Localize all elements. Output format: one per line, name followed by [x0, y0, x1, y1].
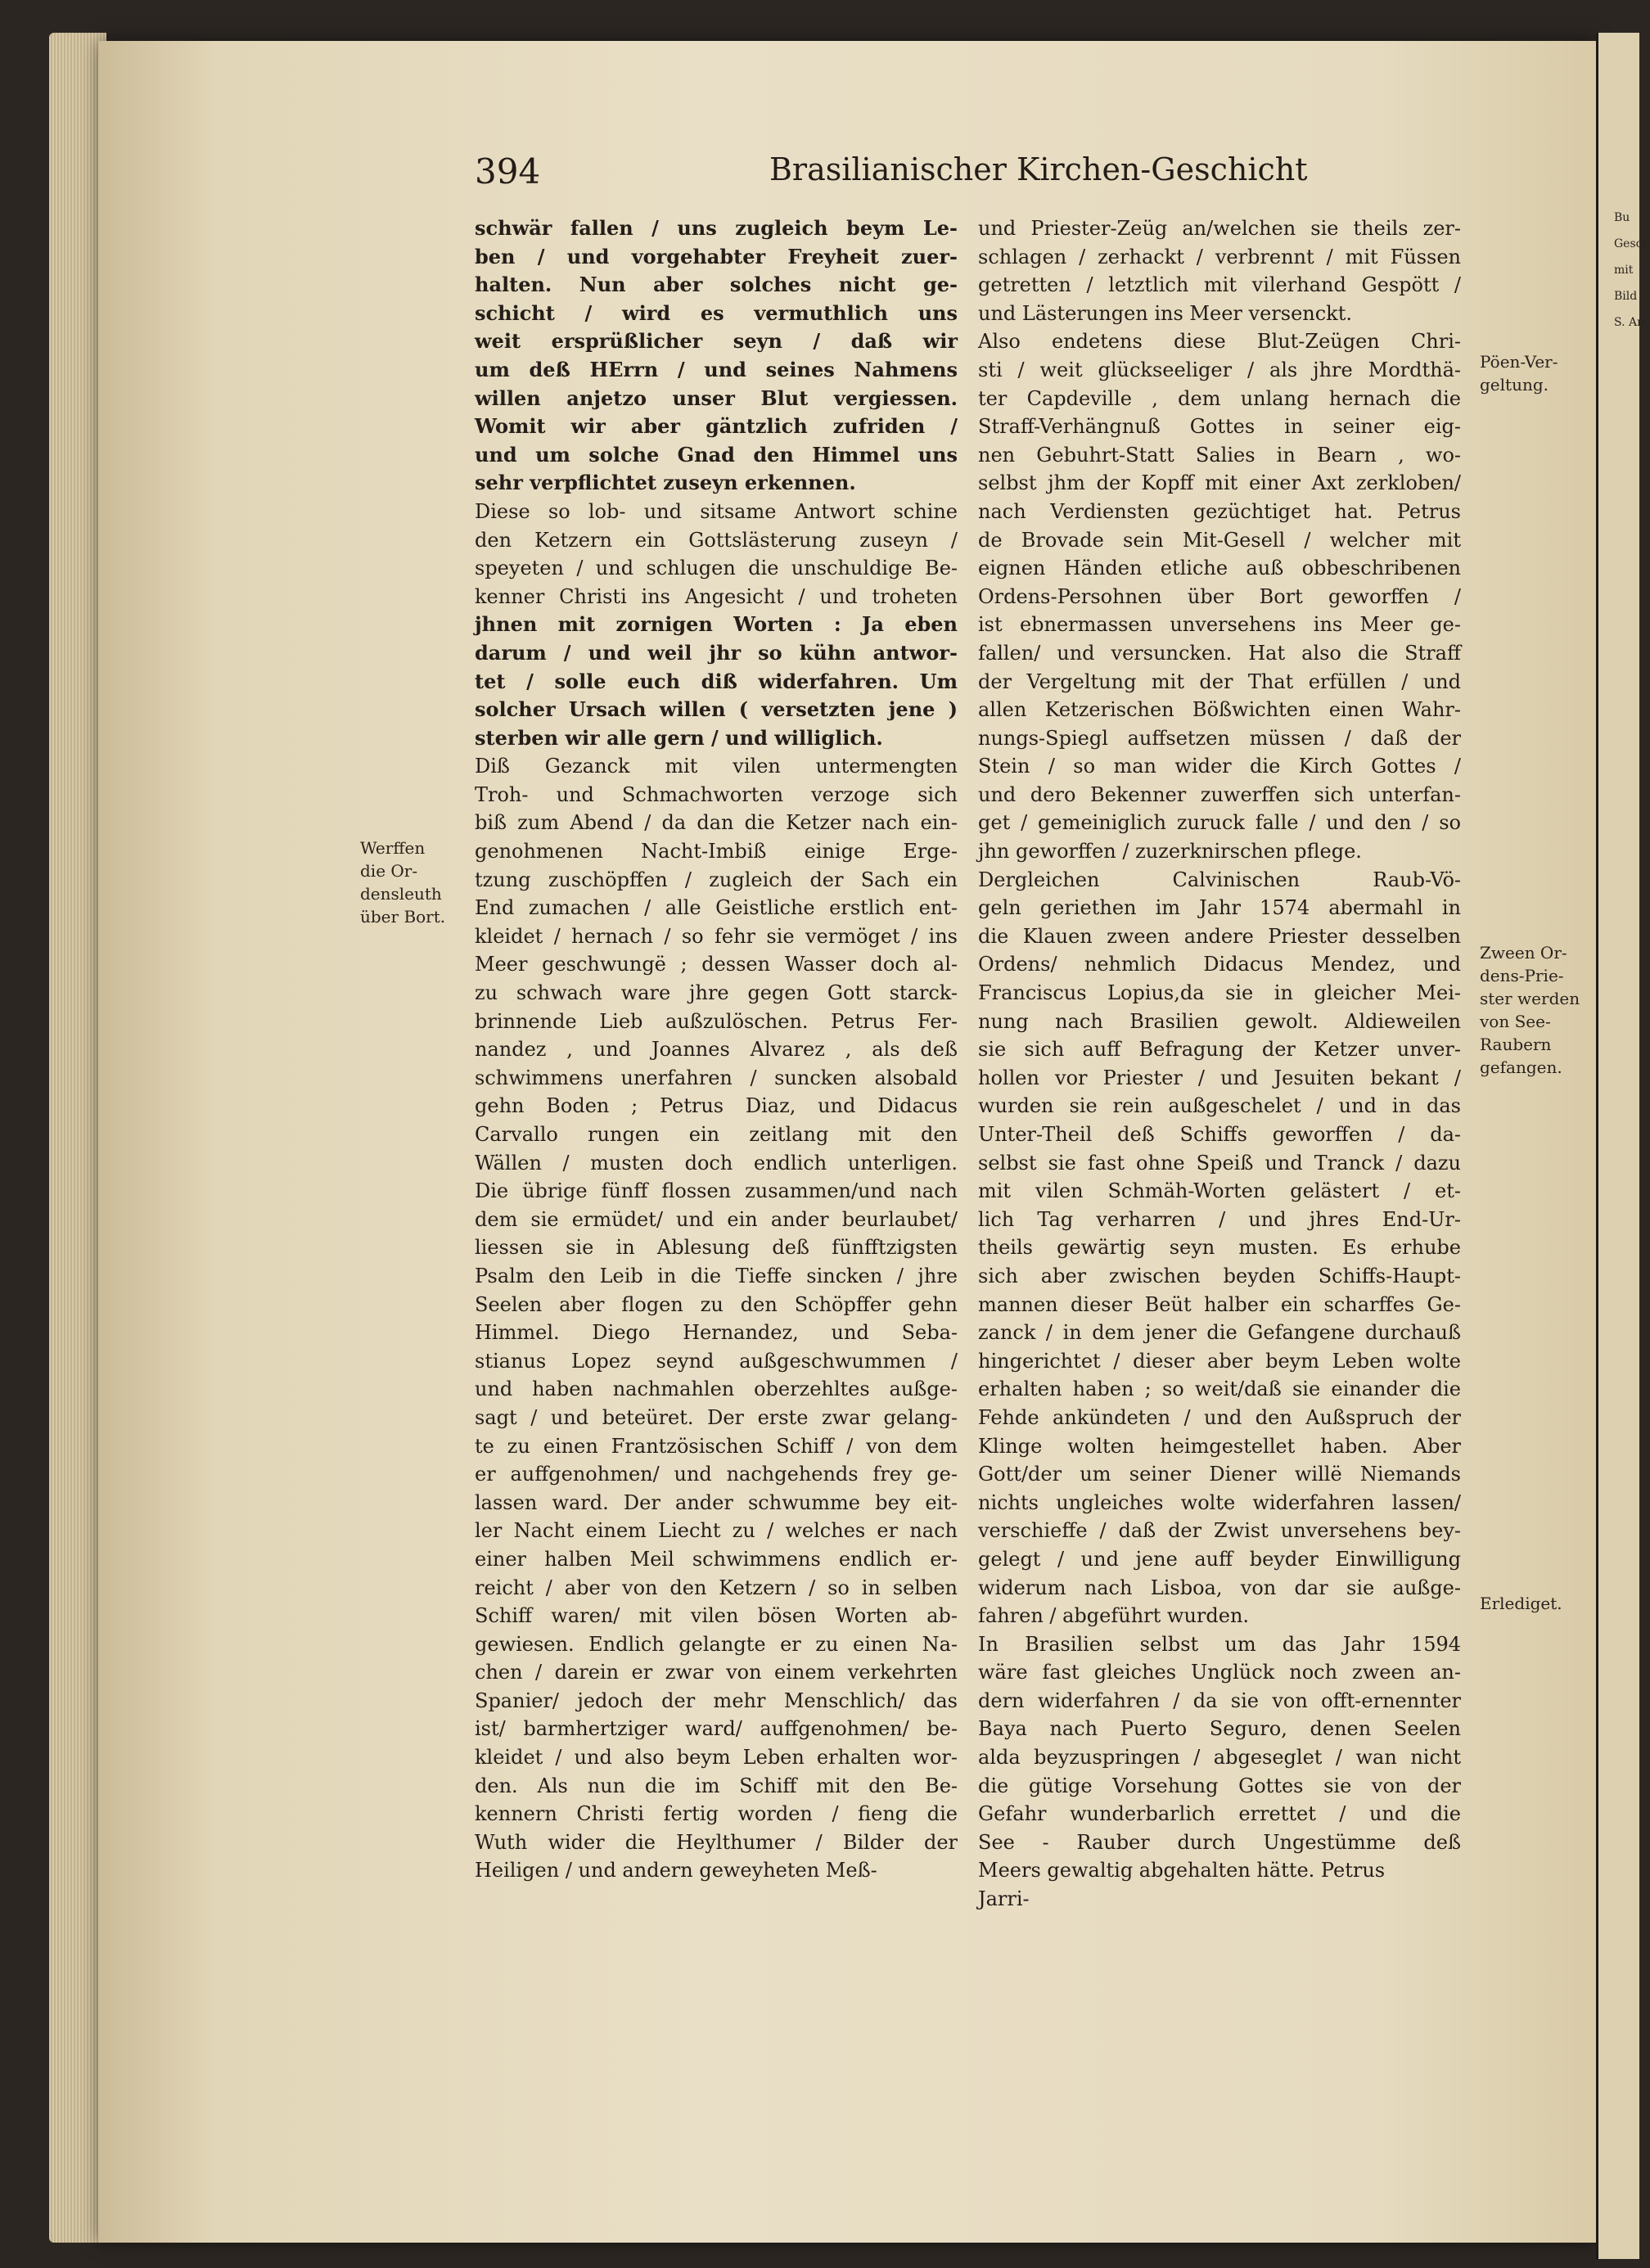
text-line: Franciscus Lopius,da sie in gleicher Mei- [978, 981, 1461, 1005]
text-line: eignen Händen etliche auß obbeschribenen [978, 557, 1461, 580]
text-line: tet / solle euch diß widerfahren. Um [475, 669, 958, 693]
margin-note-line: ster werden [1480, 989, 1580, 1008]
text-line: einer halben Meil schwimmens endlich er- [475, 1547, 958, 1571]
text-line: ler Nacht einem Liecht zu / welches er nach [475, 1519, 958, 1543]
text-line: jhn geworffen / zuzerknirschen pflege. [978, 840, 1362, 863]
text-line: die Klauen zween andere Priester desselben [978, 924, 1461, 948]
margin-note-line: Zween Or- [1480, 943, 1567, 963]
text-line: allen Ketzerischen Bößwichten einen Wahr- [978, 698, 1461, 722]
margin-note-line: Pöen-Ver- [1480, 352, 1558, 372]
text-line: nung nach Brasilien gewolt. Aldieweilen [978, 1009, 1461, 1033]
text-line: speyeten / und schlugen die unschuldige Be- [475, 557, 958, 580]
text-line: geln geriethen im Jahr 1574 abermahl in [978, 896, 1461, 920]
text-line: lich Tag verharren / und jhres End-Ur- [978, 1207, 1461, 1231]
text-line: reicht / aber von den Ketzern / so in selben [475, 1576, 958, 1599]
text-line: der Vergeltung mit der That erfüllen / und [978, 670, 1461, 693]
text-line: sterben wir alle gern / und williglich. [475, 725, 883, 750]
margin-note-line: geltung. [1480, 375, 1549, 395]
text-line: um deß HErrn / und seines Nahmens [475, 357, 958, 381]
text-line: zu schwach ware jhre gegen Gott starck- [475, 981, 958, 1005]
margin-note-line: Erlediget. [1480, 1594, 1562, 1613]
text-line: Schiff waren/ mit vilen bösen Worten ab- [475, 1604, 958, 1628]
text-line: chen / darein er zwar von einem verkehrten [475, 1661, 958, 1684]
margin-note-line: S. An [1614, 316, 1645, 329]
margin-note-line: densleuth [360, 884, 442, 904]
text-line: kleidet / und also beym Leben erhalten wor- [475, 1746, 958, 1770]
text-line: Wuth wider die Heylthumer / Bilder der [475, 1830, 958, 1854]
text-line: End zumachen / alle Geistliche erstlich ent- [475, 896, 958, 920]
text-line: jhnen mit zornigen Worten : Ja eben [475, 612, 958, 637]
text-line: getretten / letztlich mit vilerhand Gespött / [978, 273, 1461, 297]
page-header [475, 151, 1506, 201]
text-line: sti / weit glückseeliger / als jhre Mordthä- [978, 358, 1461, 381]
margin-note-line: Gesch [1614, 237, 1650, 250]
text-line: get / gemeiniglich zuruck falle / und den / so [978, 811, 1461, 835]
text-line: Die übrige fünff flossen zusammen/und nach [475, 1179, 958, 1203]
text-line: die gütige Vorsehung Gottes sie von der [978, 1774, 1461, 1797]
text-line: wurden sie rein außgeschelet / und in das [978, 1094, 1461, 1118]
text-line: genohmenen Nacht-Imbiß einige Erge- [475, 840, 958, 863]
text-line: ben / und vorgehabter Freyheit zuer- [475, 244, 958, 268]
text-line: darum / und weil jhr so kühn antwor- [475, 640, 958, 665]
text-line: kleidet / hernach / so fehr sie vermöget / ins [475, 924, 958, 948]
text-line: und haben nachmahlen oberzehltes außge- [475, 1377, 958, 1401]
text-line: kenner Christi ins Angesicht / und troheten [475, 584, 958, 608]
text-line: Unter-Theil deß Schiffs geworffen / da- [978, 1123, 1461, 1146]
text-line: hingerichtet / dieser aber beym Leben wolte [978, 1349, 1461, 1373]
text-line: sagt / und beteüret. Der erste zwar gelang- [475, 1405, 958, 1429]
text-line: biß zum Abend / da dan die Ketzer nach ein- [475, 811, 958, 835]
text-line: Ordens-Persohnen über Bort geworffen / [978, 584, 1461, 608]
margin-note-line: Bild [1614, 290, 1638, 303]
text-line: Carvallo rungen ein zeitlang mit den [475, 1123, 958, 1146]
text-line: lassen ward. Der ander schwumme bey eit- [475, 1490, 958, 1514]
text-line: widerum nach Lisboa, von dar sie außge- [978, 1576, 1461, 1599]
running-title: Brasilianischer Kirchen-Geschicht [769, 151, 1308, 187]
text-line: theils gewärtig seyn musten. Es erhube [978, 1236, 1461, 1260]
text-line: willen anjetzo unser Blut vergiessen. [475, 386, 958, 410]
text-line: nach Verdiensten gezüchtiget hat. Petrus [978, 499, 1461, 523]
text-line: gewiesen. Endlich gelangte er zu einen Na- [475, 1632, 958, 1656]
text-line: ist ebnermassen unversehens ins Meer ge- [978, 613, 1461, 637]
text-line: und Priester-Zeüg an/welchen sie theils zer- [978, 217, 1461, 240]
text-line: und Lästerungen ins Meer versenckt. [978, 301, 1352, 325]
text-line: schlagen / zerhackt / verbrennt / mit Füssen [978, 245, 1461, 268]
text-line: sie sich auff Befragung der Ketzer unver- [978, 1038, 1461, 1062]
text-line: fallen/ und versuncken. Hat also die Straff [978, 641, 1461, 665]
text-line: selbst sie fast ohne Speiß und Tranck / dazu [978, 1151, 1461, 1175]
text-line: sehr verpflichtet zuseyn erkennen. [475, 471, 856, 495]
text-line: Gefahr wunderbarlich errettet / und die [978, 1802, 1461, 1826]
text-line: Klinge wolten heimgestellet haben. Aber [978, 1434, 1461, 1458]
text-line: dem sie ermüdet/ und ein ander beurlaubet/ [475, 1207, 958, 1231]
text-line: schicht / wird es vermuthlich uns [475, 300, 958, 325]
text-line: Wällen / musten doch endlich unterligen. [475, 1151, 958, 1175]
text-line: fahren / abgeführt wurden. [978, 1604, 1250, 1628]
margin-note-line: gefangen. [1480, 1057, 1562, 1077]
text-line: halten. Nun aber solches nicht ge- [475, 273, 958, 297]
left-text-column [475, 214, 958, 1885]
margin-note-left [360, 836, 445, 928]
text-line: Gott/der um seiner Diener willë Niemands [978, 1463, 1461, 1486]
text-line: Straff-Verhängnuß Gottes in seiner eig- [978, 415, 1461, 439]
text-line: Also endetens diese Blut-Zeügen Chri- [978, 330, 1461, 354]
text-line: Stein / so man wider die Kirch Gottes / [978, 755, 1461, 778]
margin-note-line: Bu [1614, 211, 1630, 224]
margin-note-right-3 [1480, 1592, 1562, 1615]
text-line: gehn Boden ; Petrus Diaz, und Didacus [475, 1094, 958, 1118]
text-line: Womit wir aber gäntzlich zufriden / [475, 414, 958, 439]
text-line: verschieffe / daß der Zwist unversehens bey- [978, 1519, 1461, 1543]
text-line: solcher Ursach willen ( versetzten jene ) [475, 697, 958, 722]
text-line: Seelen aber flogen zu den Schöpffer gehn [475, 1292, 958, 1316]
margin-note-line: von See- [1480, 1012, 1551, 1031]
text-line: erhalten haben ; so weit/daß sie einander die [978, 1377, 1461, 1401]
text-line: ter Capdeville , dem unlang hernach die [978, 386, 1461, 410]
text-line: er auffgenohmen/ und nachgehends frey ge- [475, 1463, 958, 1486]
text-line: Heiligen / und andern geweyheten Meß- [475, 1859, 877, 1882]
text-line: Diese so lob- und sitsame Antwort schine [475, 499, 958, 523]
text-line: de Brovade sein Mit-Gesell / welcher mit [978, 528, 1461, 552]
neighbor-page [1596, 33, 1650, 2259]
text-line: mit vilen Schmäh-Worten gelästert / et- [978, 1179, 1461, 1203]
text-line: kennern Christi fertig worden / fieng die [475, 1802, 958, 1826]
text-line: Psalm den Leib in die Tieffe sincken / jhre [475, 1264, 958, 1287]
text-line: Meers gewaltig abgehalten hätte. Petrus [978, 1859, 1386, 1882]
text-line: alda beyzuspringen / abgeseglet / wan nicht [978, 1746, 1461, 1770]
text-line: nandez , und Joannes Alvarez , als deß [475, 1038, 958, 1062]
text-line: nen Gebuhrt-Statt Salies in Bearn , wo- [978, 443, 1461, 467]
text-line: Ordens/ nehmlich Didacus Mendez, und [978, 953, 1461, 976]
text-line: sich aber zwischen beyden Schiffs-Haupt- [978, 1264, 1461, 1287]
text-line: selbst jhm der Kopff mit einer Axt zerkloben/ [978, 471, 1461, 495]
text-line: Diß Gezanck mit vilen untermengten [475, 755, 958, 778]
text-line: und dero Bekenner zuwerffen sich unterfan- [978, 782, 1461, 806]
text-line: liessen sie in Ablesung deß fünfftzigsten [475, 1236, 958, 1260]
margin-note-right-2 [1480, 941, 1580, 1079]
text-line: In Brasilien selbst um das Jahr 1594 [978, 1632, 1461, 1656]
text-line: te zu einen Frantzösischen Schiff / von dem [475, 1434, 958, 1458]
margin-note-line: Raubern [1480, 1035, 1552, 1054]
text-line: wäre fast gleiches Unglück noch zween an- [978, 1661, 1461, 1684]
text-line: schwimmens unerfahren / suncken alsobald [475, 1066, 958, 1089]
text-line: und um solche Gnad den Himmel uns [475, 442, 958, 467]
text-line: nichts ungleiches wolte widerfahren lassen/ [978, 1490, 1461, 1514]
text-line: den. Als nun die im Schiff mit den Be- [475, 1774, 958, 1797]
text-line: Fehde ankündeten / und den Außspruch der [978, 1405, 1461, 1429]
text-line: gelegt / und jene auff beyder Einwilligung [978, 1547, 1461, 1571]
text-line: Jarri- [978, 1887, 1030, 1911]
margin-note-line: über Bort. [360, 907, 446, 927]
text-line: schwär fallen / uns zugleich beym Le- [475, 216, 958, 240]
text-line: Troh- und Schmachworten verzoge sich [475, 782, 958, 806]
margin-note-right-1 [1480, 350, 1558, 396]
text-line: hollen vor Priester / und Jesuiten bekant / [978, 1066, 1461, 1089]
text-line: nungs-Spiegl auffsetzen müssen / daß der [978, 726, 1461, 750]
neighbor-page-fragments [1614, 205, 1650, 336]
text-line: Spanier/ jedoch der mehr Menschlich/ das [475, 1689, 958, 1712]
text-line: dern widerfahren / da sie von offt-ernennter [978, 1689, 1461, 1712]
text-line: den Ketzern ein Gottslästerung zuseyn / [475, 528, 958, 552]
text-line: tzung zuschöpffen / zugleich der Sach ein [475, 868, 958, 891]
page-number: 394 [475, 151, 541, 192]
text-line: ist/ barmhertziger ward/ auffgenohmen/ be- [475, 1717, 958, 1741]
margin-note-line: mit [1614, 264, 1634, 277]
margin-note-line: Werffen [360, 838, 426, 858]
right-text-column [978, 214, 1461, 1914]
margin-note-line: dens-Prie- [1480, 966, 1564, 985]
margin-note-line: die Or- [360, 861, 418, 881]
text-line: stianus Lopez seynd außgeschwummen / [475, 1349, 958, 1373]
text-line: mannen dieser Beüt halber ein scharffes Ge- [978, 1292, 1461, 1316]
text-line: weit ersprüßlicher seyn / daß wir [475, 329, 958, 354]
text-line: zanck / in dem jener die Gefangene durchauß [978, 1321, 1461, 1345]
text-line: Himmel. Diego Hernandez, und Seba- [475, 1321, 958, 1345]
text-line: Baya nach Puerto Seguro, denen Seelen [978, 1717, 1461, 1741]
text-line: See - Rauber durch Ungestümme deß [978, 1830, 1461, 1854]
text-line: Dergleichen Calvinischen Raub-Vö- [978, 868, 1461, 891]
text-line: Meer geschwungë ; dessen Wasser doch al- [475, 953, 958, 976]
text-line: brinnende Lieb außzulöschen. Petrus Fer- [475, 1009, 958, 1033]
